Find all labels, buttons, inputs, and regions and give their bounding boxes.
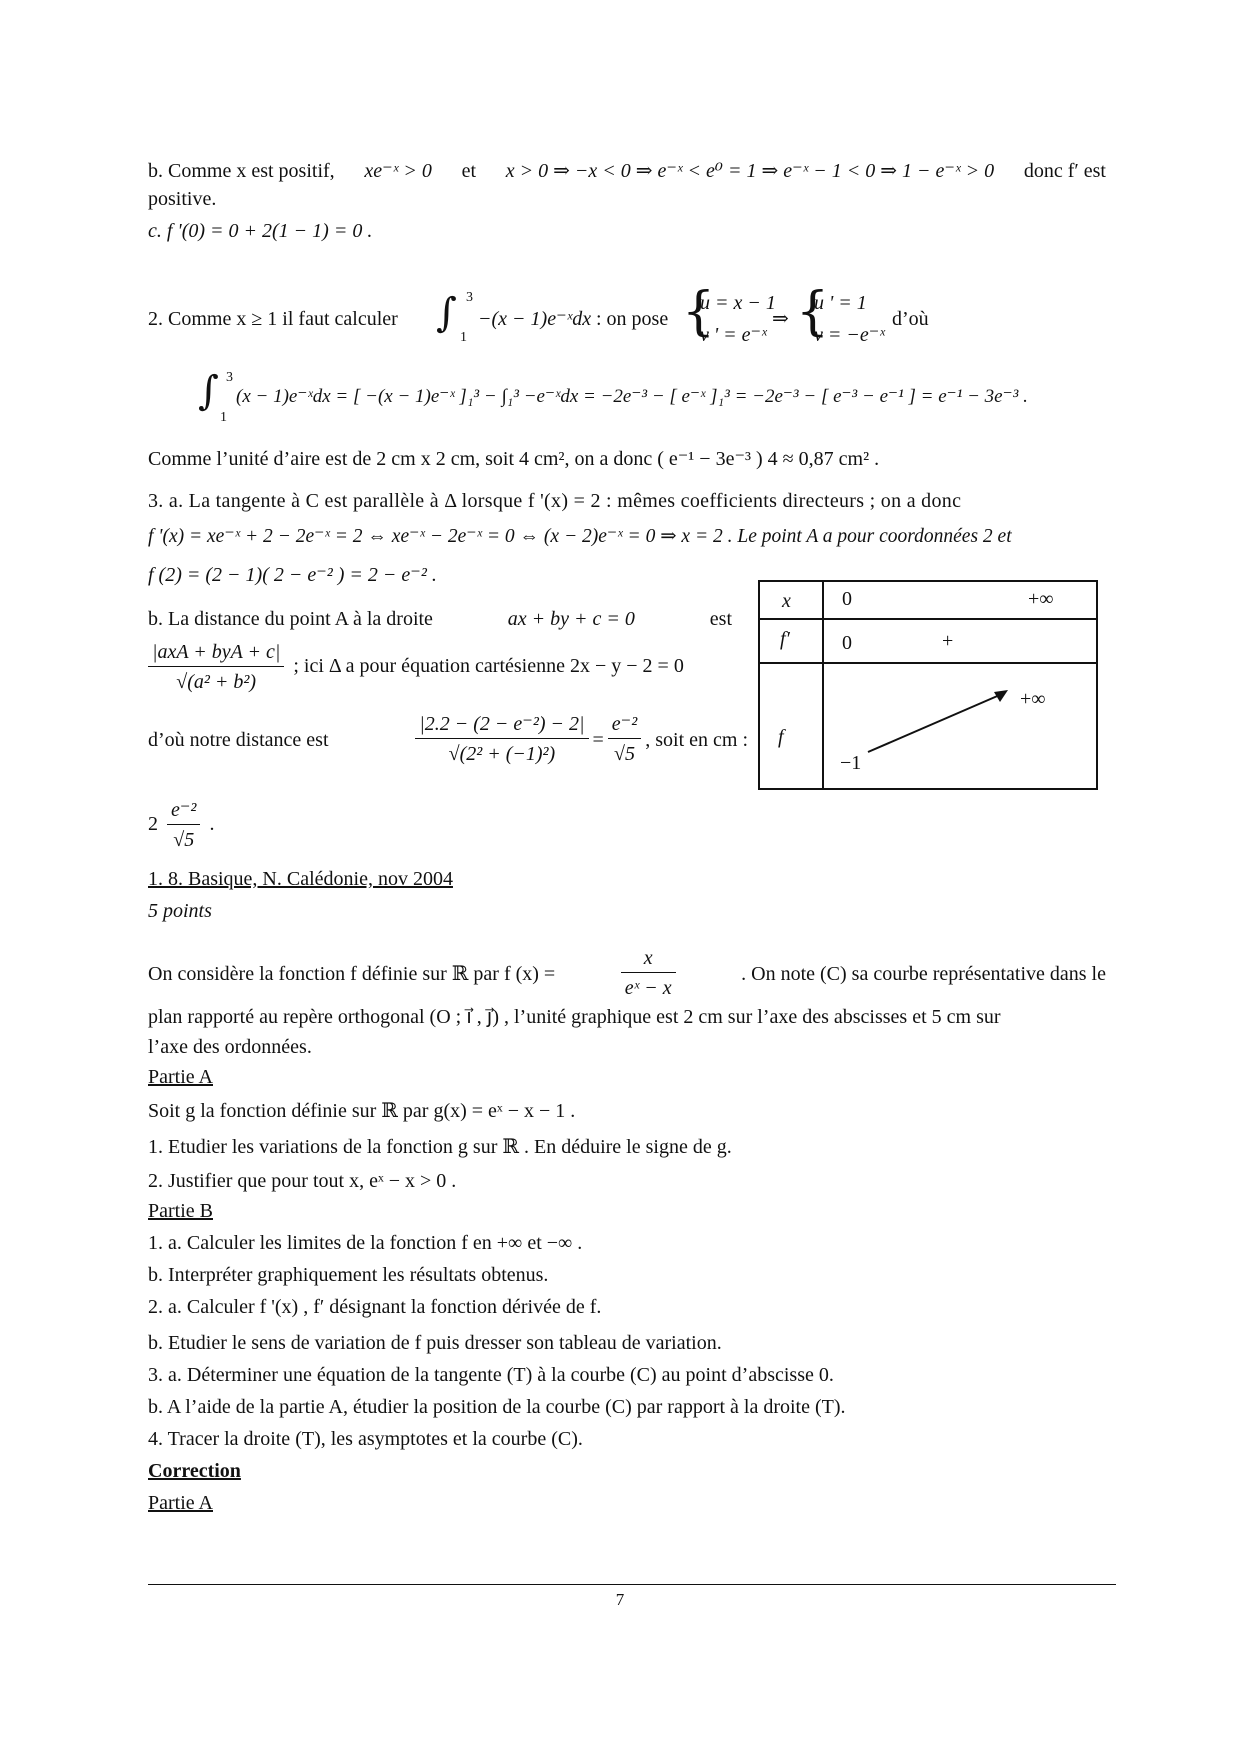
text-line-12 [148,710,748,769]
table-f-label: f [778,726,784,748]
text-line-11 [148,638,748,697]
text-line-28: 3. a. Déterminer une équation de la tangente (T) à la courbe (C) au point d’abscisse 0. [148,1364,834,1386]
arrow-implies: ⇒ [772,308,789,330]
table-f-start: −1 [840,752,862,774]
text-line-17: plan rapporté au repère orthogonal (O ; i⃗ , j⃗) , l’unité graphique est 2 cm sur l’axe des abscisses et 5 cm sur [148,1006,1001,1028]
text-l16a: On considère la fonction f définie sur ℝ par f (x) = [148,962,556,985]
fraction-den: eˣ − x [624,977,672,999]
text-line-10 [148,606,732,632]
text-l16b: . On note (C) sa courbe représentative dans le [741,962,1106,985]
text-l13a: 2 [148,813,158,836]
integral-lower-2: 1 [220,410,227,425]
integral-upper-1: 3 [466,290,473,305]
text-l1c: et [461,160,476,182]
equals-sign: = [592,728,604,751]
math-sys2-bot: v = −e⁻ˣ [814,324,885,346]
heading-partie-b: Partie B [148,1200,213,1222]
math-sys1-bot: v ' = e⁻ˣ [700,324,767,346]
text-line-26: 2. a. Calculer f '(x) , f′ désignant la fonction dérivée de f. [148,1296,602,1318]
text-l4d: d’où [892,308,929,330]
text-l1e: donc f′ est [1023,160,1106,182]
text-line-8: f '(x) = xe⁻ˣ + 2 − 2e⁻ˣ = 2 ⇔ xe⁻ˣ − 2e⁻ˣ = 0 ⇔ (x − 2)e⁻ˣ = 0 ⇒ x = 2 . Le point A a pour coordonnées 2 et [148,526,1012,547]
footer-rule [148,1584,1116,1585]
distance-calc [411,710,748,769]
math-sys2-top: u ' = 1 [814,292,867,314]
text-l10a: b. La distance du point A à la droite [148,608,433,630]
text-l12b: , soit en cm : [645,728,748,751]
table-f-end: +∞ [1020,688,1046,710]
fraction-distance-formula [148,638,284,697]
heading-partie-a-correction: Partie A [148,1492,213,1514]
fraction-num: x [621,944,676,973]
text-line-7: 3. a. La tangente à C est parallèle à Δ lorsque f '(x) = 2 : mêmes coefficients directeurs ; on a donc [148,490,962,512]
fraction-den: √(2² + (−1)²) [448,743,556,765]
integral-sign-1: ∫ [436,290,457,336]
math-l5: (x − 1)e⁻ˣdx = [ −(x − 1)e⁻ˣ ]₁³ − ∫₁³ −e⁻ˣdx = −2e⁻³ − [ e⁻ˣ ]₁³ = −2e⁻³ − [ e⁻³ − e⁻¹ ] = e⁻¹ − 3e⁻³ . [236,386,1028,407]
math-l10b: ax + by + c = 0 [507,608,635,630]
fraction-f-definition [621,944,676,1003]
text-line-29: b. A l’aide de la partie A, étudier la position de la courbe (C) par rapport à la droite (T). [148,1396,846,1418]
fraction-num: e⁻² [608,710,641,739]
math-sys1-top: u = x − 1 [700,292,776,314]
text-line-21: 1. Etudier les variations de la fonction g sur ℝ . En déduire le signe de g. [148,1136,732,1158]
fraction-final [167,796,200,855]
text-l12a: d’où notre distance est [148,728,329,751]
math-l4b: −(x − 1)e⁻ˣdx [478,308,592,330]
integral-lower-1: 1 [460,330,467,345]
text-line-27: b. Etudier le sens de variation de f puis dresser son tableau de variation. [148,1332,722,1354]
text-line-20: Soit g la fonction définie sur ℝ par g(x) = eˣ − x − 1 . [148,1100,576,1122]
table-x-start: 0 [842,588,852,610]
variation-table [758,580,1098,790]
fraction-num: |2.2 − (2 − e⁻²) − 2| [415,710,588,739]
text-line-22: 2. Justifier que pour tout x, eˣ − x > 0 . [148,1170,457,1192]
fraction-den: √5 [614,743,635,765]
text-l11b: ; ici Δ a pour équation cartésienne 2x − y − 2 = 0 [293,655,684,678]
fraction-result [608,710,641,769]
table-fp-zero: 0 [842,632,852,654]
page-number: 7 [615,1590,625,1609]
text-l1a: b. Comme x est positif, [148,160,335,182]
fraction-den: √(a² + b²) [176,671,257,693]
fraction-den: √5 [173,829,195,851]
table-x-end: +∞ [1028,588,1054,610]
table-fp-sign: + [942,630,954,652]
text-line-6: Comme l’unité d’aire est de 2 cm x 2 cm, soit 4 cm², on a donc ( e⁻¹ − 3e⁻³ ) 4 ≈ 0,87 cm² . [148,448,880,470]
text-line-9: f (2) = (2 − 1)( 2 − e⁻² ) = 2 − e⁻² . [148,564,437,586]
brace-system-2: { [796,282,830,342]
text-line-25: b. Interpréter graphiquement les résultats obtenus. [148,1264,549,1286]
integral-upper-2: 3 [226,370,233,385]
heading-correction: Correction [148,1460,241,1482]
text-l4a: 2. Comme x ≥ 1 il faut calculer [148,308,398,330]
points-label: 5 points [148,900,212,922]
text-line-3: c. f '(0) = 0 + 2(1 − 1) = 0 . [148,220,373,242]
integral-sign-2: ∫ [198,368,219,414]
table-x-label: x [782,590,791,612]
text-line-16 [148,944,1106,1003]
fraction-distance-value [415,710,588,769]
text-line-24: 1. a. Calculer les limites de la fonction f en +∞ et −∞ . [148,1232,583,1254]
math-l1b: xe⁻ˣ > 0 [364,160,432,182]
brace-system-1: { [682,282,716,342]
text-line-13 [148,796,1106,855]
text-line-2: positive. [148,188,217,210]
text-l10c: est [709,608,732,630]
text-line-18: l’axe des ordonnées. [148,1036,312,1058]
section-title: 1. 8. Basique, N. Calédonie, nov 2004 [148,868,453,890]
text-l4c: : on pose [596,308,669,330]
table-fp-label: f′ [780,628,790,650]
text-line-1 [148,158,1106,184]
table-increasing-arrow [760,582,1096,788]
heading-partie-a: Partie A [148,1066,213,1088]
fraction-num: |axA + byA + c| [148,638,284,667]
text-line-30: 4. Tracer la droite (T), les asymptotes et la courbe (C). [148,1428,583,1450]
fraction-num: e⁻² [167,796,200,825]
math-l1d: x > 0 ⇒ −x < 0 ⇒ e⁻ˣ < e⁰ = 1 ⇒ e⁻ˣ − 1 < 0 ⇒ 1 − e⁻ˣ > 0 [505,160,995,182]
text-l13b: . [209,813,215,836]
